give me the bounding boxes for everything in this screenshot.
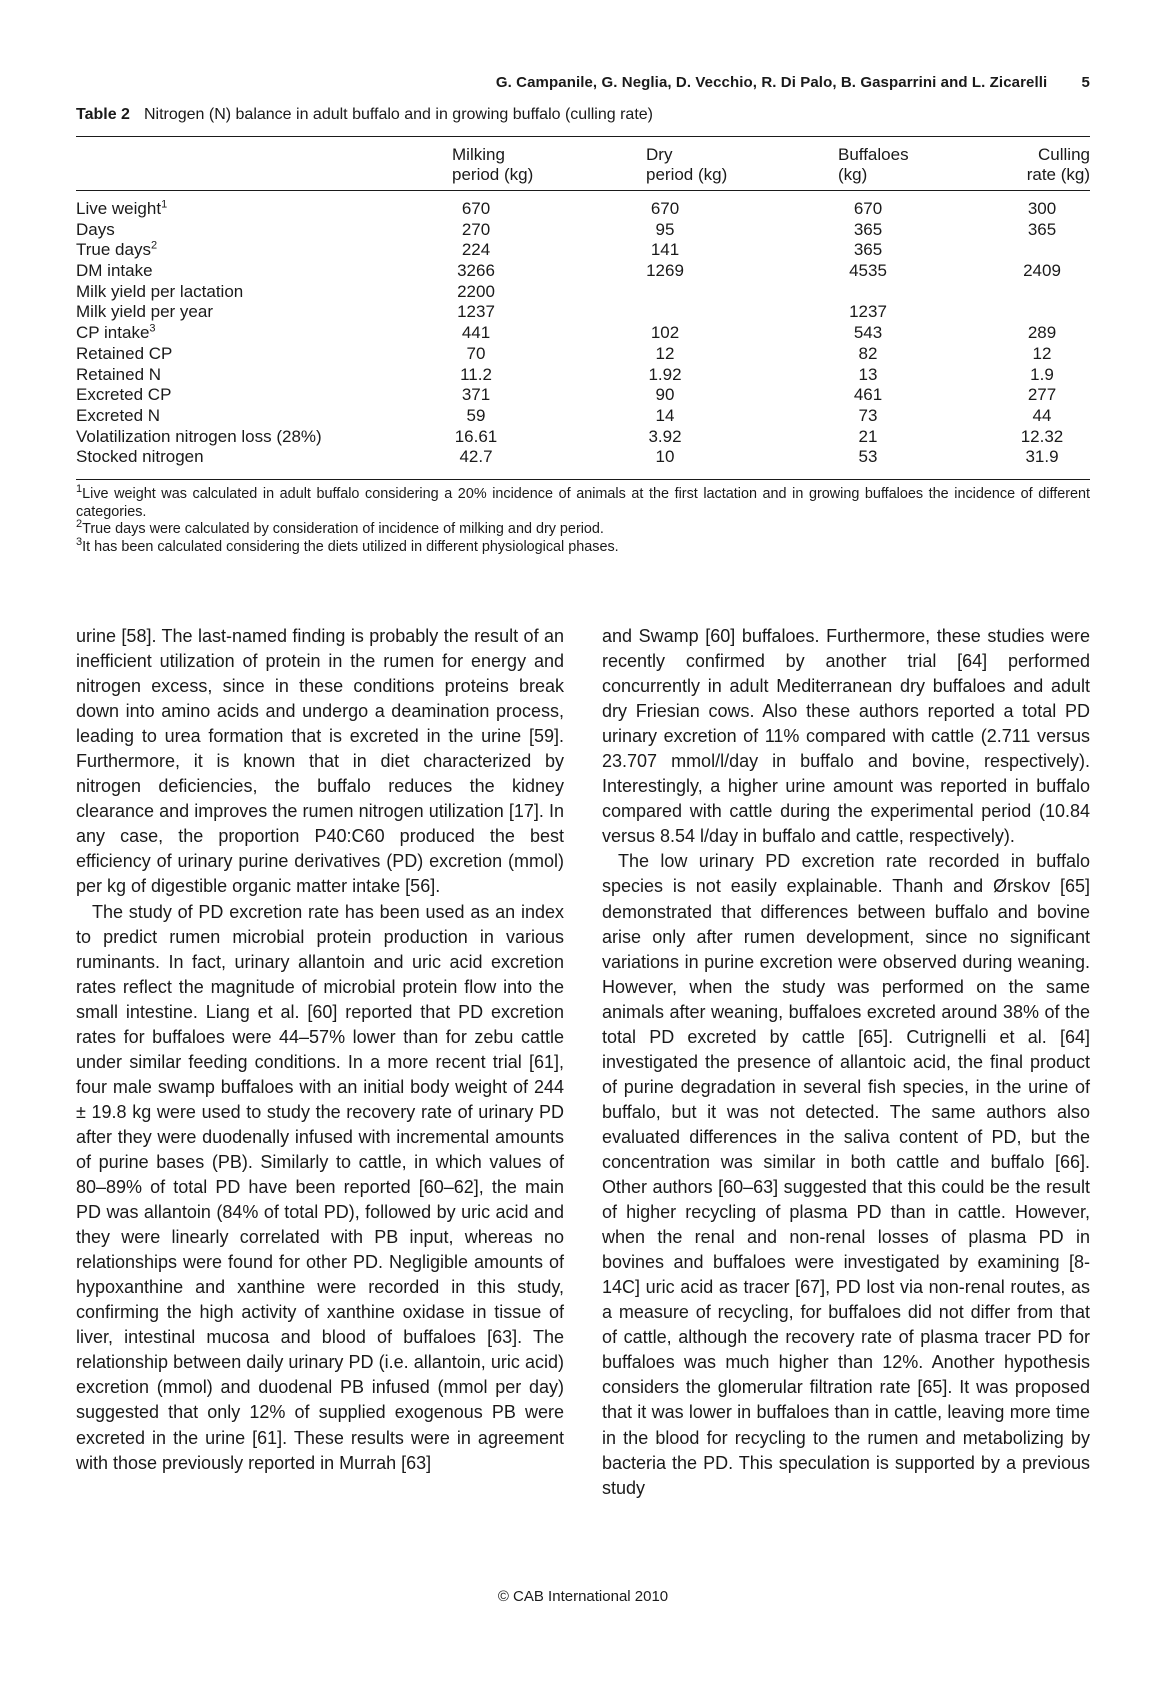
row-label: Days bbox=[76, 219, 115, 239]
table-cell: 2200 bbox=[457, 281, 495, 301]
footnote-marker: 3 bbox=[149, 322, 156, 335]
table-row bbox=[76, 447, 1090, 468]
table-cell: 90 bbox=[655, 385, 675, 405]
row-label: Milk yield per lactation bbox=[76, 281, 244, 301]
copyright-footer: © CAB International 2010 bbox=[497, 1588, 669, 1605]
table-cell: 11.2 bbox=[460, 364, 492, 384]
table-cell: 670 bbox=[650, 199, 680, 218]
table-row bbox=[76, 365, 1090, 386]
column-header-milking: Milking period (kg) bbox=[452, 145, 534, 184]
table-cell: 371 bbox=[461, 385, 491, 405]
paragraph: The low urinary PD excretion rate recorded in buffalo species is not easily explainable. Thanh and Ørskov [65] demonstrated that differences between buffalo and bovine arise only after rumen development, since no significant variations in purine excretion were observed during weaning. However, when the study was performed on the same animals after weaning, buffaloes excreted around 38% of the total PD excreted by cattle [65]. Cutrignelli et al. [64] investigated the presence of allantoic acid, the final product of purine degradation in several fish species, in the urine of buffalo, but it was not detected. The same authors also evaluated differences in the saliva content of PD, but the concentration was similar in both cattle and buffalo [66]. Other authors [60–63] suggested that this could be the result of higher recycling of plasma PD than in cattle. However, when the renal and non-renal losses of plasma PD in bovines and buffaloes were investigated by examining [8-14C] uric acid as tracer [67], PD lost via non-renal routes, as a measure of recycling, for buffaloes did not differ from that of cattle, although the recovery rate of plasma tracer PD for buffaloes was much higher than 12%. Another hypothesis considers the glomerular filtration rate [65]. It was proposed that it was lower in buffaloes than in cattle, leaving more time in the blood for recycling to the rumen and metabolizing by bacteria the PD. This speculation is supported by a previous study bbox=[602, 851, 1090, 1498]
table-cell: 12 bbox=[655, 343, 675, 363]
table-row bbox=[76, 240, 1090, 261]
table-cell: 59 bbox=[466, 405, 486, 425]
table-row bbox=[76, 427, 1090, 448]
table-cell: 365 bbox=[853, 240, 883, 260]
table-cell: 1269 bbox=[646, 261, 684, 281]
table-cell: 441 bbox=[461, 323, 491, 343]
table-cell: 365 bbox=[1027, 219, 1057, 239]
page-number: 5 bbox=[1081, 74, 1090, 91]
table-caption bbox=[76, 106, 653, 124]
table-cell: 224 bbox=[461, 240, 491, 260]
table-cell: 14 bbox=[655, 405, 675, 425]
column-header-culling: Culling rate (kg) bbox=[1026, 145, 1090, 184]
footnote-marker: 1 bbox=[161, 198, 168, 211]
table-cell: 543 bbox=[853, 323, 883, 343]
row-label: Stocked nitrogen bbox=[76, 447, 204, 467]
table-bottom-rule bbox=[76, 479, 1090, 480]
footnote: $^1$Live weight was calculated in adult buffalo considering a 20% incidence of animals at the first lactation and in growing buffaloes the incidence of different categories. bbox=[76, 483, 1090, 520]
table-cell: 4535 bbox=[849, 261, 887, 281]
table-row bbox=[76, 261, 1090, 282]
table-cell: 95 bbox=[655, 219, 675, 239]
table-cell: 270 bbox=[461, 219, 491, 239]
table-cell: 10 bbox=[655, 447, 675, 467]
paragraph: urine [58]. The last-named finding is probably the result of an inefficient utilization of protein in the rumen for energy and nitrogen excess, since in these conditions proteins break down into amino acids and undergo a deamination process, leading to urea formation that is excreted in the urine [59]. Furthermore, it is known that in diet characterized by nitrogen deficiencies, the buffalo reduces the kidney clearance and improves the rumen nitrogen utilization [17]. In any case, the proportion P40:C60 produced the best efficiency of urinary purine derivatives (PD) excretion (mmol) per kg of digestible organic matter intake [56]. bbox=[76, 626, 564, 897]
table-cell: 461 bbox=[853, 385, 883, 405]
table-row bbox=[76, 323, 1090, 344]
row-label: Volatilization nitrogen loss (28%) bbox=[76, 426, 322, 446]
body-column-left bbox=[76, 624, 564, 1476]
table-body bbox=[76, 199, 1090, 468]
row-label: Retained N bbox=[76, 364, 162, 384]
paragraph: and Swamp [60] buffaloes. Furthermore, these studies were recently confirmed by another trial [64] performed concurrently in adult Mediterranean dry buffaloes and adult dry Friesian cows. Also these authors reported a total PD urinary excretion of 11% compared with cattle (2.711 versus 23.707 mmol/l/day in buffalo and bovine, respectively). Interestingly, a higher urine amount was reported in buffalo compared with cattle during the experimental period (10.84 versus 8.54 l/day in buffalo and cattle, respectively). bbox=[602, 626, 1090, 847]
table-row bbox=[76, 344, 1090, 365]
table-cell: 300 bbox=[1027, 199, 1057, 218]
table-cell: 670 bbox=[853, 199, 883, 218]
table-footnotes bbox=[76, 483, 1090, 556]
table-cell: 1237 bbox=[849, 302, 887, 322]
row-label: CP intake$^3$ bbox=[76, 322, 156, 343]
table-row bbox=[76, 302, 1090, 323]
table-top-rule bbox=[76, 136, 1090, 137]
body-column-right bbox=[602, 624, 1090, 1501]
table-cell: 70 bbox=[466, 343, 486, 363]
footnote-marker: 2 bbox=[150, 239, 158, 252]
table-cell: 1.9 bbox=[1030, 364, 1054, 384]
table-cell: 31.9 bbox=[1025, 447, 1059, 467]
table-cell: 2409 bbox=[1023, 261, 1061, 281]
table-cell: 1.92 bbox=[648, 364, 682, 384]
table-row bbox=[76, 220, 1090, 241]
row-label: Excreted CP bbox=[76, 385, 172, 405]
table-row bbox=[76, 385, 1090, 406]
running-head bbox=[496, 74, 1090, 91]
table-cell: 12 bbox=[1032, 343, 1052, 363]
table-cell: 53 bbox=[858, 447, 878, 467]
column-header-dry: Dry period (kg) bbox=[646, 145, 728, 184]
table-cell: 73 bbox=[858, 405, 878, 425]
table-row bbox=[76, 199, 1090, 220]
table-cell: 3266 bbox=[457, 261, 495, 281]
table-cell: 16.61 bbox=[454, 426, 498, 446]
table-cell: 670 bbox=[461, 199, 491, 218]
row-label: True days$^2$ bbox=[76, 239, 158, 260]
table-caption-text: Nitrogen (N) balance in adult buffalo and in growing buffalo (culling rate) bbox=[143, 106, 653, 123]
table-cell: 141 bbox=[650, 240, 680, 260]
table-cell: 289 bbox=[1027, 323, 1057, 343]
table-cell: 21 bbox=[858, 426, 878, 446]
row-label: DM intake bbox=[76, 261, 153, 281]
row-label: Milk yield per year bbox=[76, 302, 213, 322]
footnote: $^3$It has been calculated considering the diets utilized in different physiological phases. bbox=[76, 535, 619, 555]
table-row bbox=[76, 406, 1090, 427]
row-label: Retained CP bbox=[76, 343, 173, 363]
table-cell: 13 bbox=[858, 364, 878, 384]
table-cell: 44 bbox=[1032, 405, 1052, 425]
table-header-rule bbox=[76, 190, 1090, 191]
table-cell: 82 bbox=[858, 343, 878, 363]
table-cell: 365 bbox=[853, 219, 883, 239]
column-header-buffaloes: Buffaloes (kg) bbox=[838, 145, 909, 184]
footnote: $^2$True days were calculated by consideration of incidence of milking and dry period. bbox=[76, 518, 604, 537]
table-row bbox=[76, 282, 1090, 303]
table-cell: 3.92 bbox=[648, 426, 682, 446]
table-cell: 12.32 bbox=[1020, 426, 1064, 446]
table-cell: 102 bbox=[650, 323, 680, 343]
table-label: Table 2 bbox=[76, 106, 130, 123]
journal-page bbox=[76, 0, 1090, 1681]
table-cell: 42.7 bbox=[459, 447, 493, 467]
row-label: Excreted N bbox=[76, 405, 161, 425]
running-head-authors: G. Campanile, G. Neglia, D. Vecchio, R. Di Palo, B. Gasparrini and L. Zicarelli bbox=[495, 74, 1048, 91]
table-cell: 277 bbox=[1027, 385, 1057, 405]
row-label: Live weight$^1$ bbox=[76, 198, 168, 218]
table-cell: 1237 bbox=[457, 302, 495, 322]
paragraph: The study of PD excretion rate has been used as an index to predict rumen microbial protein production in various ruminants. In fact, urinary allantoin and uric acid excretion rates reflect the magnitude of microbial protein flow into the small intestine. Liang et al. [60] reported that PD excretion rates for buffaloes were 44–57% lower than for zebu cattle under similar feeding conditions. In a more recent trial [61], four male swamp buffaloes with an initial body weight of 244 ± 19.8 kg were used to study the recovery rate of urinary PD after they were duodenally infused with incremental amounts of purine bases (PB). Similarly to cattle, in which values of 80–89% of total PD have been reported [60–62], the main PD was allantoin (84% of total PD), followed by uric acid and they were linearly correlated with PB input, whereas no relationships were found for other PD. Negligible amounts of hypoxanthine and xanthine were recorded in this study, confirming the high activity of xanthine oxidase in tissue of liver, intestinal mucosa and blood of buffaloes [63]. The relationship between daily urinary PD (i.e. allantoin, uric acid) excretion (mmol) and duodenal PB infused (mmol per day) suggested that only 12% of supplied exogenous PB were excreted in the urine [61]. These results were in agreement with those previously reported in Murrah [63] bbox=[76, 901, 564, 1473]
